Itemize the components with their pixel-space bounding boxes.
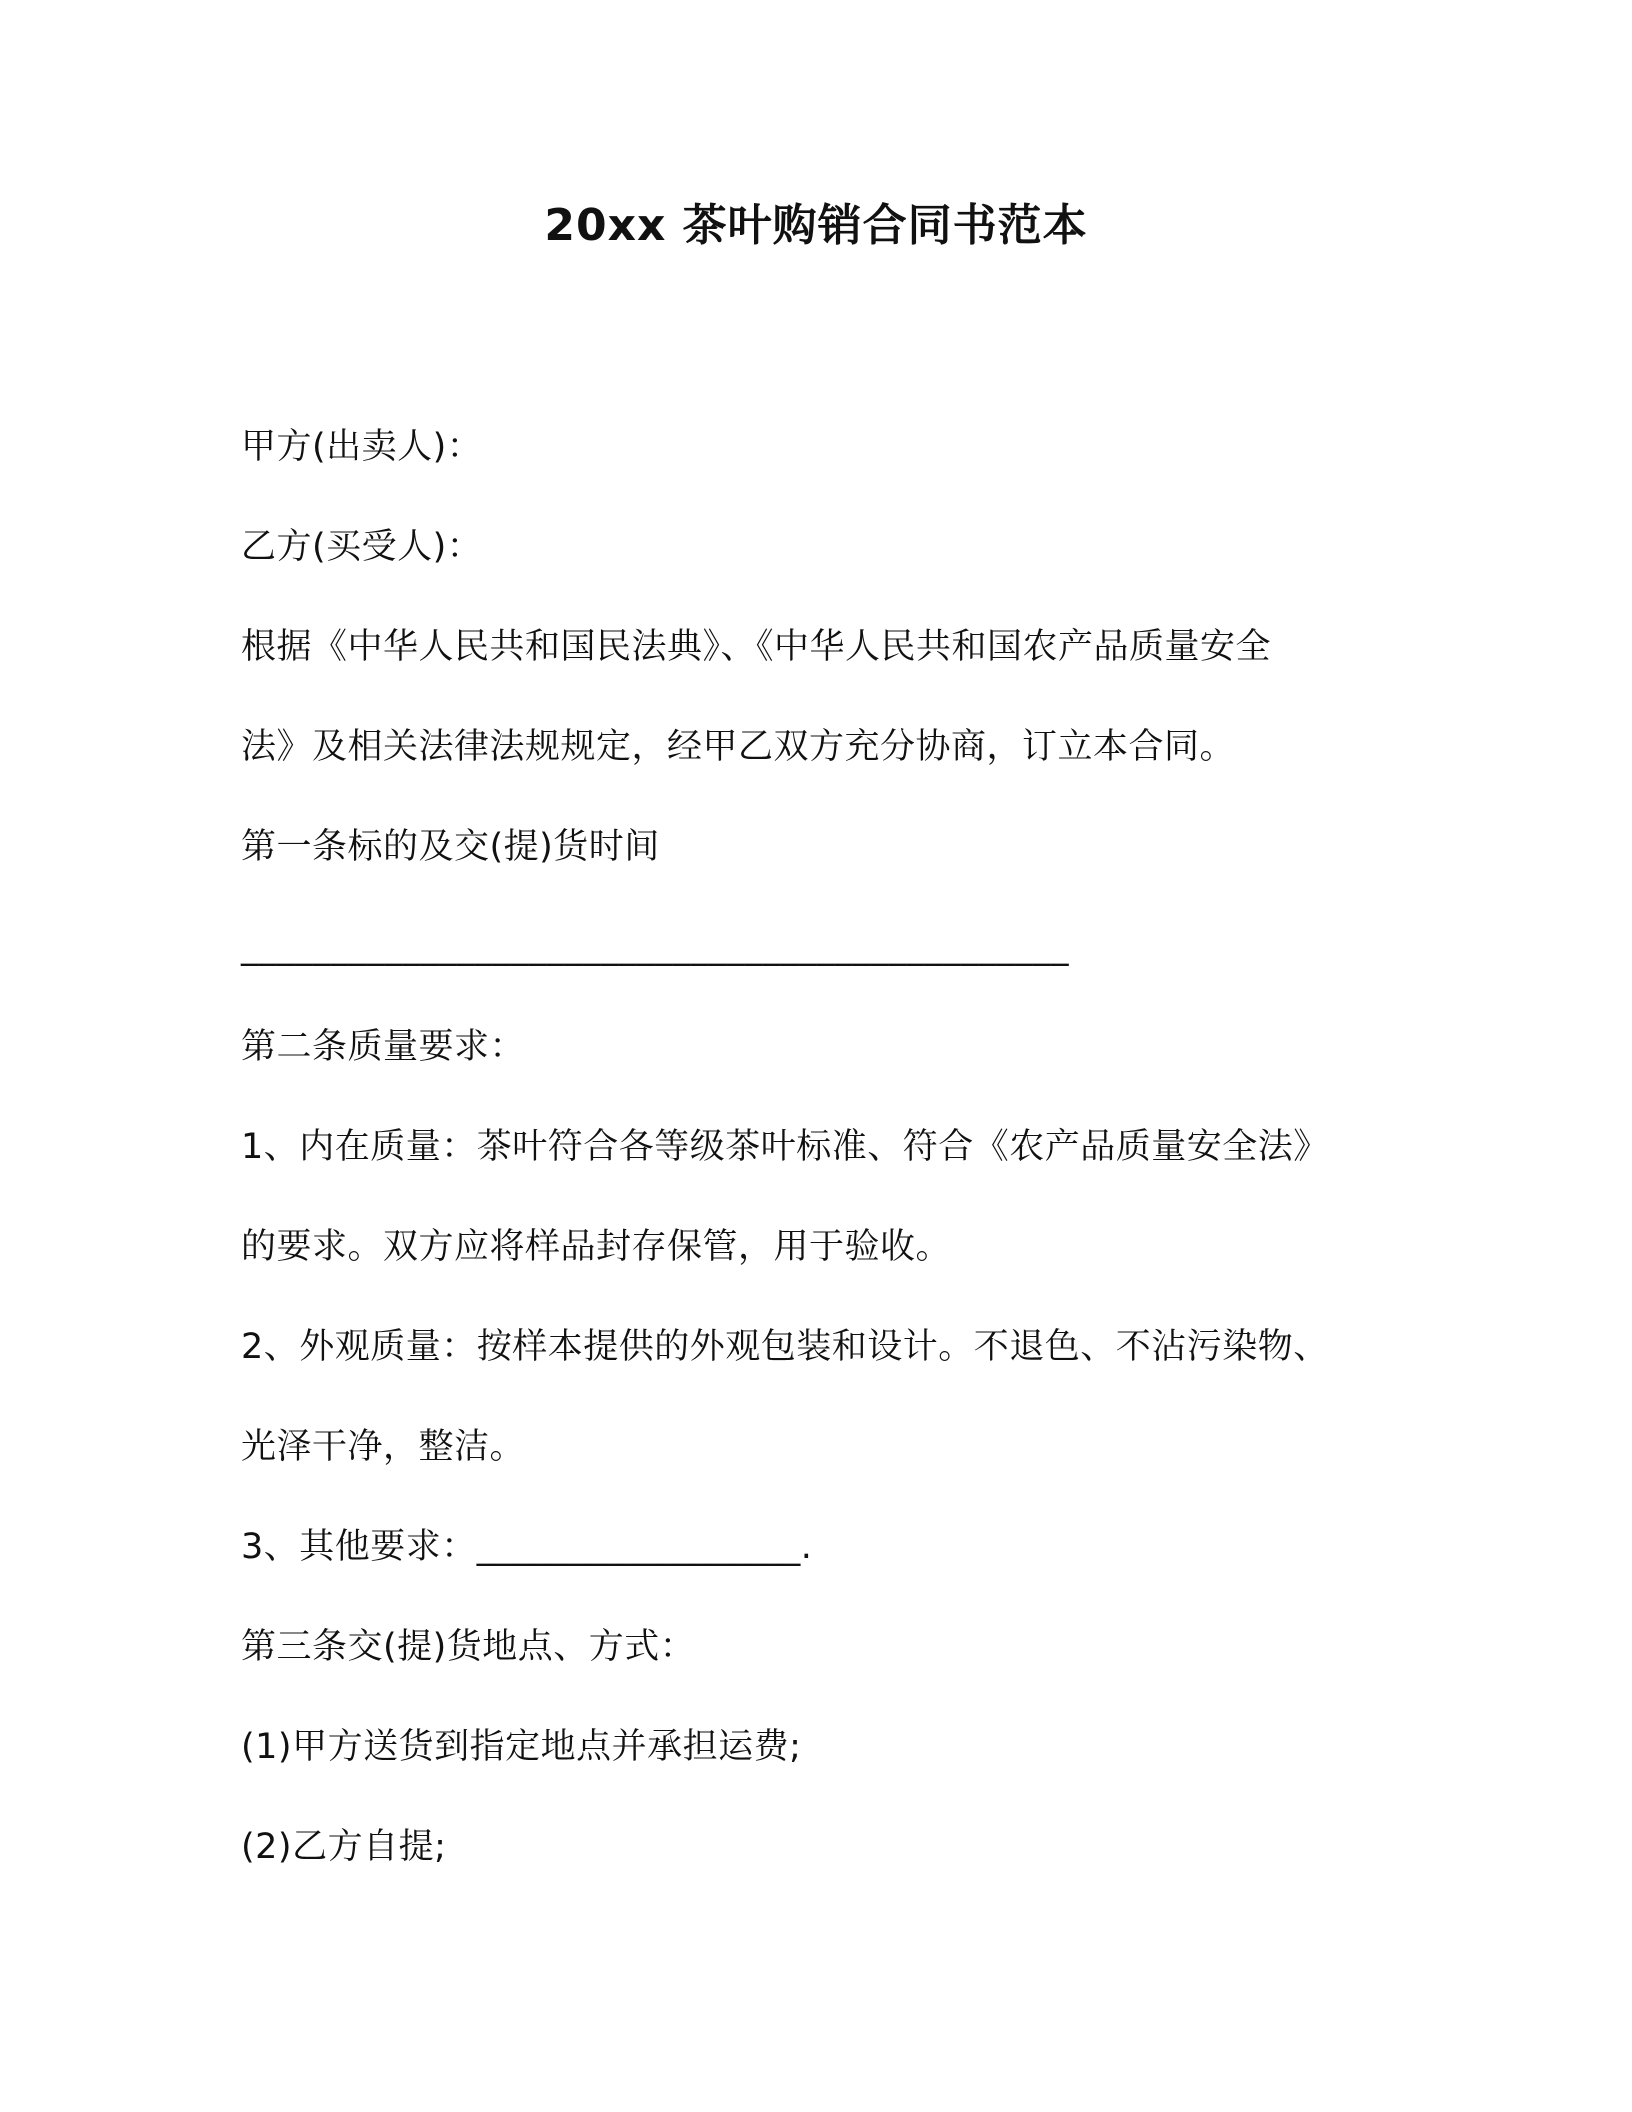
quality-item-2-line-1: 2、外观质量：按样本提供的外观包装和设计。不退色、不沾污染物、 bbox=[241, 1327, 1329, 1367]
quality-item-3: 3、其他要求：__________________. bbox=[241, 1527, 813, 1567]
document-title: 20xx 茶叶购销合同书范本 bbox=[544, 200, 1088, 251]
preamble-line-2: 法》及相关法律法规规定，经甲乙双方充分协商，订立本合同。 bbox=[241, 727, 1236, 767]
party-b-line: 乙方(买受人)： bbox=[241, 527, 483, 567]
article-1-heading: 第一条标的及交(提)货时间 bbox=[241, 827, 660, 867]
quality-item-1-line-2: 的要求。双方应将样品封存保管，用于验收。 bbox=[241, 1227, 952, 1267]
delivery-option-2: (2)乙方自提; bbox=[241, 1827, 447, 1867]
preamble-line-1: 根据《中华人民共和国民法典》、《中华人民共和国农产品质量安全 bbox=[241, 627, 1272, 667]
article-1-blank: ______________________________________________ bbox=[241, 927, 1069, 967]
party-a-line: 甲方(出卖人)： bbox=[241, 427, 483, 467]
quality-item-1-line-1: 1、内在质量：茶叶符合各等级茶叶标准、符合《农产品质量安全法》 bbox=[241, 1127, 1329, 1167]
delivery-option-1: (1)甲方送货到指定地点并承担运费; bbox=[241, 1727, 802, 1767]
article-2-heading: 第二条质量要求： bbox=[241, 1027, 526, 1067]
article-3-heading: 第三条交(提)货地点、方式： bbox=[241, 1627, 696, 1667]
quality-item-2-line-2: 光泽干净，整洁。 bbox=[241, 1427, 526, 1467]
